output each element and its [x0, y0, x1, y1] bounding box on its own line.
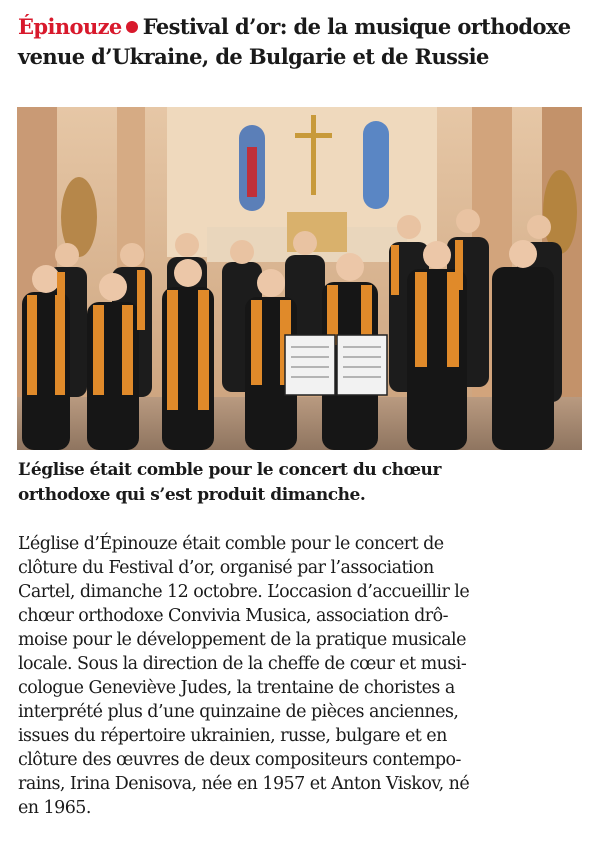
- body-line: locale. Sous la direction de la cheffe de cœur et musi-: [18, 654, 467, 674]
- headline-text-2: venue d’Ukraine, de Bulgarie et de Russie: [18, 44, 489, 69]
- body-line: chœur orthodoxe Convivia Musica, association drô-: [18, 606, 448, 626]
- body-line: cologue Geneviève Judes, la trentaine de choristes a: [18, 678, 455, 698]
- headline-line-1: [18, 12, 598, 42]
- body-line: clôture des œuvres de deux compositeurs contempo-: [18, 750, 461, 770]
- choir-in-church-image: [17, 107, 582, 450]
- body-line: interprété plus d’une quinzaine de pièces anciennes,: [18, 702, 459, 722]
- body-line: Cartel, dimanche 12 octobre. L’occasion d’accueillir le: [18, 582, 470, 602]
- caption-line-1: L’église était comble pour le concert du chœur: [18, 460, 441, 480]
- stained-glass-window-right: [363, 121, 389, 209]
- body-line: en 1965.: [18, 798, 91, 818]
- altar-cross-icon: [311, 115, 316, 195]
- photo-caption: [18, 458, 593, 508]
- caption-line-2: orthodoxe qui s’est produit dimanche.: [18, 485, 366, 505]
- body-line: moise pour le développement de la pratique musicale: [18, 630, 466, 650]
- statue-right: [543, 170, 577, 254]
- article-photo: [17, 107, 582, 450]
- article-headline: [18, 12, 598, 72]
- kicker-location: Épinouze: [18, 14, 122, 39]
- article-body: [18, 532, 593, 820]
- body-line: rains, Irina Denisova, née en 1957 et Anton Viskov, né: [18, 774, 470, 794]
- headline-text-1: Festival d’or: de la musique orthodoxe: [142, 14, 571, 39]
- body-line: L’église d’Épinouze était comble pour le concert de: [18, 534, 444, 554]
- bullet-dot-icon: [126, 21, 138, 33]
- body-line: clôture du Festival d’or, organisé par l’association: [18, 558, 434, 578]
- body-line: issues du répertoire ukrainien, russe, bulgare et en: [18, 726, 447, 746]
